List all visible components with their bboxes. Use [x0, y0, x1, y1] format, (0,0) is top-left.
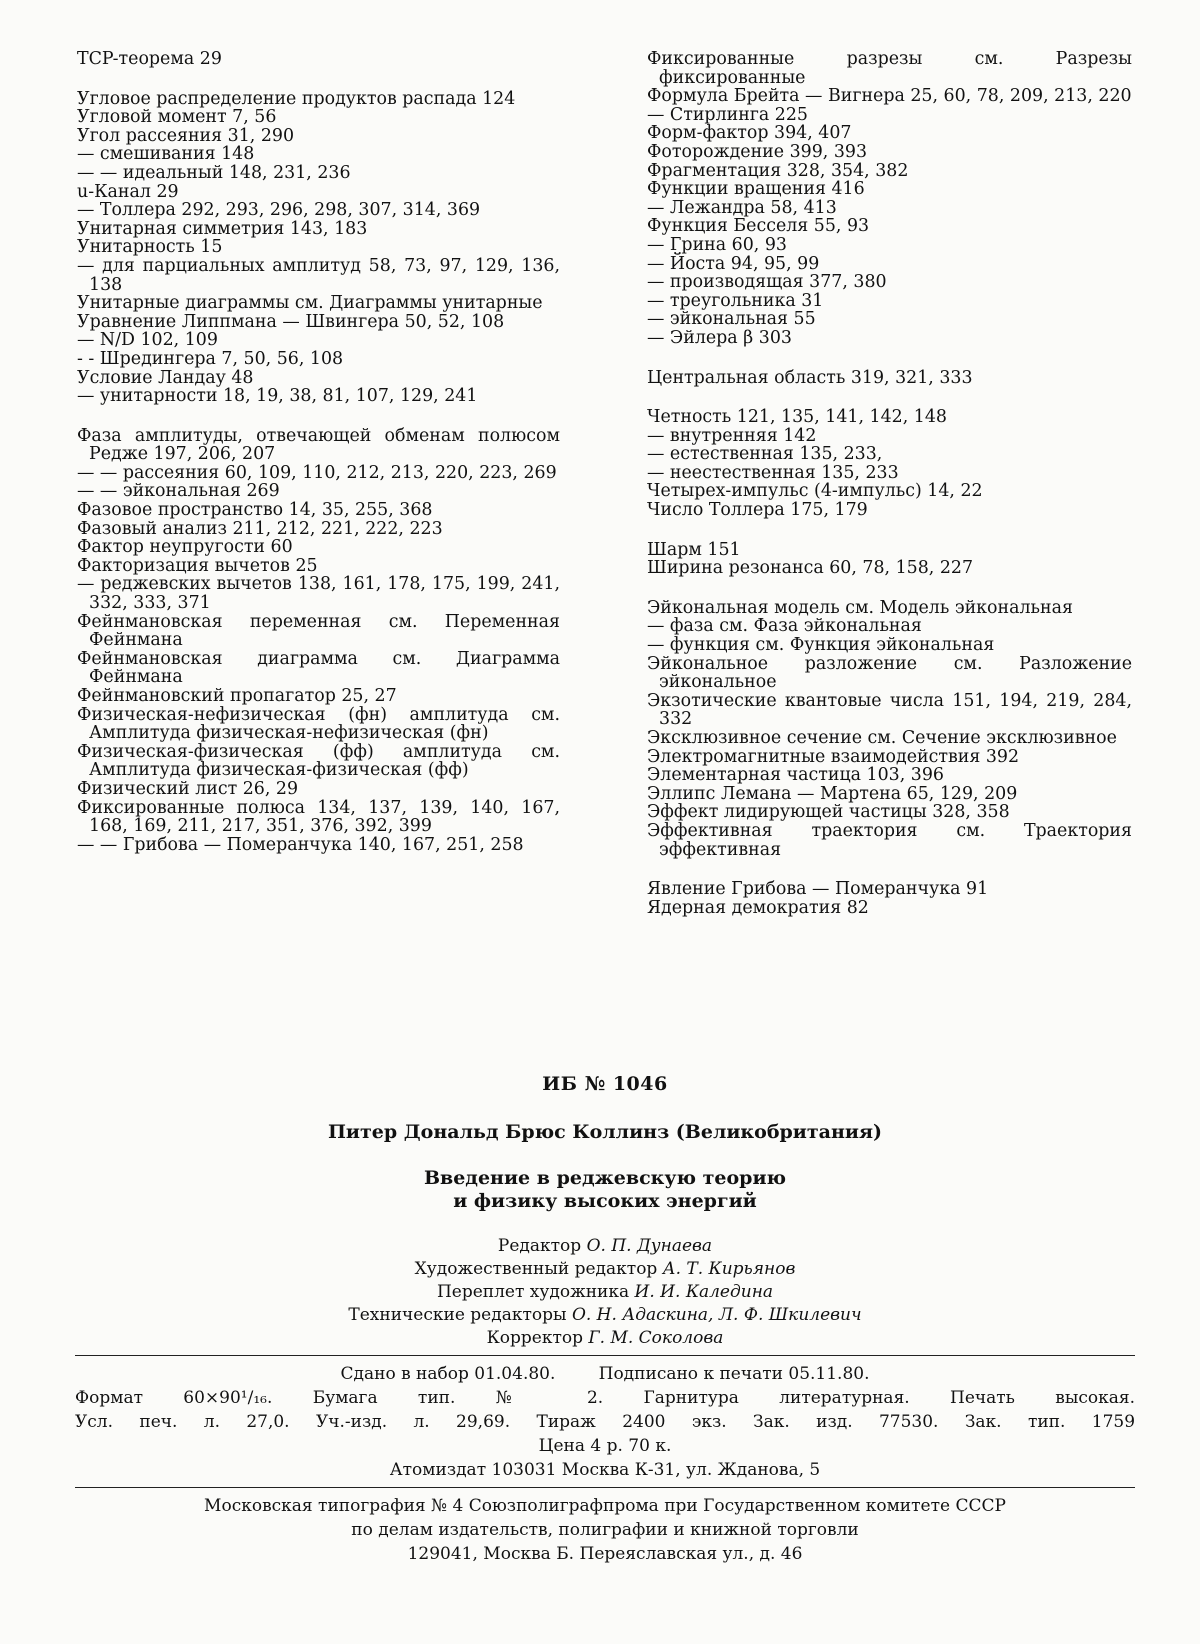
- index-entry: Эффективная траектория см. Траектория эффективная: [647, 820, 1132, 860]
- index-entry: Явление Грибова — Померанчука 91: [647, 879, 989, 900]
- index-entry: Ширина резонанса 60, 78, 158, 227: [647, 558, 974, 579]
- index-entry: u-Канал 29: [77, 181, 179, 202]
- index-entry: — Йоста 94, 95, 99: [647, 253, 820, 274]
- index-entry: Унитарность 15: [77, 237, 223, 258]
- index-entry: Фейнмановская переменная см. Переменная Фейнмана: [77, 611, 560, 651]
- index-entry: — унитарности 18, 19, 38, 81, 107, 129, 241: [77, 386, 478, 407]
- production-sheets-row: [75, 1410, 1135, 1434]
- printer-line1: Московская типография № 4 Союзполиграфпрома при Государственном комитете СССР: [204, 1496, 1006, 1516]
- credit-name: О. П. Дунаева: [586, 1236, 713, 1256]
- index-entry: Физический лист 26, 29: [77, 778, 299, 799]
- book-title-line1: Введение в реджевскую теорию: [423, 1167, 787, 1189]
- index-entry: Угловой момент 7, 56: [77, 107, 277, 128]
- print-run: Тираж 2400 экз.: [536, 1412, 727, 1432]
- paper: Бумага тип. № 2.: [312, 1388, 604, 1408]
- index-entry: - - Шредингера 7, 50, 56, 108: [77, 348, 344, 369]
- index-entry: Экзотические квантовые числа 151, 194, 219, 284, 332: [647, 690, 1132, 730]
- credit-art-editor: [75, 1258, 1135, 1281]
- index-entry: Угол рассеяния 31, 290: [77, 125, 295, 146]
- index-group-gap: [647, 387, 1132, 408]
- index-entry: Четность 121, 135, 141, 142, 148: [647, 407, 947, 428]
- index-entry: Фейнмановский пропагатор 25, 27: [77, 686, 397, 706]
- index-entry: — N/D 102, 109: [77, 330, 218, 351]
- index-entry: — неестественная 135, 233: [647, 462, 899, 483]
- pub-sheets: Уч.-изд. л. 29,69.: [315, 1412, 511, 1432]
- index-group-gap: [647, 348, 1132, 369]
- credit-name: О. Н. Адаскина, Л. Ф. Шкилевич: [571, 1305, 862, 1325]
- font-type: Гарнитура литературная.: [643, 1388, 910, 1408]
- index-entry: — — Грибова — Померанчука 140, 167, 251, 258: [77, 834, 524, 855]
- index-entry: — смешивания 148: [77, 144, 255, 165]
- index-entry: Фазовое пространство 14, 35, 255, 368: [77, 500, 433, 521]
- index-entry: Унитарная симметрия 143, 183: [77, 218, 368, 239]
- index-entry: Число Толлера 175, 179: [647, 500, 868, 521]
- price: Цена 4 р. 70 к.: [538, 1436, 672, 1456]
- index-entry: Элементарная частица 103, 396: [647, 765, 944, 786]
- index-entry: — эйкональная 55: [647, 309, 816, 330]
- index-entry: Уравнение Липпмана — Швингера 50, 52, 108: [77, 311, 505, 332]
- index-entry: Шарм 151: [647, 539, 741, 560]
- index-column-right: [647, 50, 1132, 917]
- index-entry: Эффект лидирующей частицы 328, 358: [647, 802, 1010, 823]
- index-entry: — для парциальных амплитуд 58, 73, 97, 129, 136, 138: [77, 255, 560, 295]
- index-entry: Форм-фактор 394, 407: [647, 123, 852, 144]
- index-entry: Физическая-физическая (фф) амплитуда см. Амплитуда физическая-физическая (фф): [77, 741, 560, 781]
- index-entry: Эксклюзивное сечение см. Сечение эксклюзивное: [647, 728, 1117, 748]
- credit-role: Переплет художника: [436, 1282, 630, 1302]
- submitted-date: Сдано в набор 01.04.80.: [340, 1364, 556, 1384]
- index-entry: Центральная область 319, 321, 333: [647, 367, 973, 388]
- index-group-gap: [647, 859, 1132, 880]
- index-entry: Электромагнитные взаимодействия 392: [647, 746, 1020, 767]
- printer-line2: по делам издательств, полиграфии и книжной торговли: [351, 1520, 859, 1540]
- index-entry: — реджевских вычетов 138, 161, 178, 175, 199, 241, 332, 333, 371: [77, 574, 560, 614]
- index-entry: Ядерная демократия 82: [647, 897, 869, 918]
- order-print: Зак. тип. 1759: [964, 1412, 1136, 1432]
- index-entry: — Лежандра 58, 413: [647, 197, 837, 218]
- index-entry: Фоторождение 399, 393: [647, 141, 868, 162]
- publisher-address: Атомиздат 103031 Москва К-31, ул. Жданова, 5: [389, 1460, 821, 1480]
- index-entry: Условие Ландау 48: [77, 367, 254, 388]
- credit-role: Редактор: [497, 1236, 582, 1256]
- index-group-gap: [647, 578, 1132, 599]
- index-entry: TCP-теорема 29: [77, 49, 222, 69]
- index-entry: — — идеальный 148, 231, 236: [77, 162, 351, 183]
- index-entry: Формула Брейта — Вигнера 25, 60, 78, 209, 213, 220: [647, 86, 1132, 107]
- printer-line3: 129041, Москва Б. Переяславская ул., д. 46: [407, 1544, 803, 1564]
- index-group-gap: [647, 520, 1132, 541]
- credit-role: Технические редакторы: [348, 1305, 567, 1325]
- credit-name: И. И. Каледина: [634, 1282, 774, 1302]
- format: Формат 60×90¹/₁₆.: [75, 1388, 273, 1408]
- production-dates: [75, 1362, 1135, 1386]
- credit-corrector: [75, 1327, 1135, 1350]
- index-entry: — — эйкональная 269: [77, 481, 280, 502]
- index-entry: Фазовый анализ 211, 212, 221, 222, 223: [77, 518, 443, 539]
- index-entry: Функция Бесселя 55, 93: [647, 216, 870, 237]
- index-group-gap: [77, 69, 560, 90]
- index-entry: — естественная 135, 233,: [647, 444, 883, 465]
- index-entry: — Стирлинга 225: [647, 104, 808, 125]
- divider: [75, 1487, 1135, 1488]
- credit-name: А. Т. Кирьянов: [662, 1259, 796, 1279]
- index-entry: — Грина 60, 93: [647, 234, 787, 255]
- index-entry: Эйкональное разложение см. Разложение эйкональное: [647, 653, 1132, 693]
- divider: [75, 1355, 1135, 1356]
- credit-role: Корректор: [486, 1328, 583, 1348]
- book-title-line2: и физику высоких энергий: [453, 1190, 757, 1212]
- index-entry: — производящая 377, 380: [647, 272, 887, 293]
- index-entry: — функция см. Функция эйкональная: [647, 635, 995, 656]
- index-entry: Физическая-нефизическая (фн) амплитуда см. Амплитуда физическая-нефизическая (фн): [77, 704, 560, 744]
- order-pub: Зак. изд. 77530.: [753, 1412, 939, 1432]
- index-entry: Фактор неупругости 60: [77, 537, 293, 558]
- index-entry: — треугольника 31: [647, 290, 824, 311]
- index-entry: — Толлера 292, 293, 296, 298, 307, 314, 369: [77, 200, 481, 221]
- index-entry: Эллипс Лемана — Мартена 65, 129, 209: [647, 783, 1018, 804]
- print-sheets: Усл. печ. л. 27,0.: [75, 1412, 290, 1432]
- index-entry: Фрагментация 328, 354, 382: [647, 160, 909, 181]
- index-group-gap: [77, 406, 560, 427]
- author-name: Питер Дональд Брюс Коллинз (Великобритания): [327, 1121, 882, 1143]
- ib-number: ИБ № 1046: [542, 1073, 668, 1095]
- index-column-left: [77, 50, 560, 854]
- index-entry: Унитарные диаграммы см. Диаграммы унитарные: [77, 293, 543, 314]
- index-entry: Фиксированные разрезы см. Разрезы фиксированные: [647, 49, 1132, 88]
- index-entry: Фаза амплитуды, отвечающей обменам полюсом Редже 197, 206, 207: [77, 425, 560, 465]
- signed-date: Подписано к печати 05.11.80.: [598, 1364, 870, 1384]
- book-title: [75, 1167, 1135, 1213]
- index-entry: — внутренняя 142: [647, 425, 817, 446]
- index-entry: — фаза см. Фаза эйкональная: [647, 616, 922, 637]
- index-entry: Эйкональная модель см. Модель эйкональная: [647, 597, 1073, 618]
- index-entry: — — рассеяния 60, 109, 110, 212, 213, 220, 223, 269: [77, 462, 557, 483]
- index-entry: Факторизация вычетов 25: [77, 555, 318, 576]
- credit-name: Г. М. Соколова: [588, 1328, 724, 1348]
- credit-binding: [75, 1281, 1135, 1304]
- index-entry: Фиксированные полюса 134, 137, 139, 140, 167, 168, 169, 211, 217, 351, 376, 392, 399: [77, 797, 560, 837]
- production-format-row: [75, 1386, 1135, 1410]
- credit-tech-editors: [75, 1304, 1135, 1327]
- index-entry: Фейнмановская диаграмма см. Диаграмма Фейнмана: [77, 648, 560, 688]
- credit-role: Художественный редактор: [414, 1259, 658, 1279]
- index-entry: Функции вращения 416: [647, 179, 865, 200]
- imprint-block: [75, 1073, 1135, 1566]
- index-entry: Угловое распределение продуктов распада 124: [77, 88, 516, 109]
- credit-editor: [75, 1235, 1135, 1258]
- print-type: Печать высокая.: [950, 1388, 1135, 1408]
- index-entry: — Эйлера β 303: [647, 327, 792, 348]
- index-entry: Четырех-импульс (4-импульс) 14, 22: [647, 481, 983, 502]
